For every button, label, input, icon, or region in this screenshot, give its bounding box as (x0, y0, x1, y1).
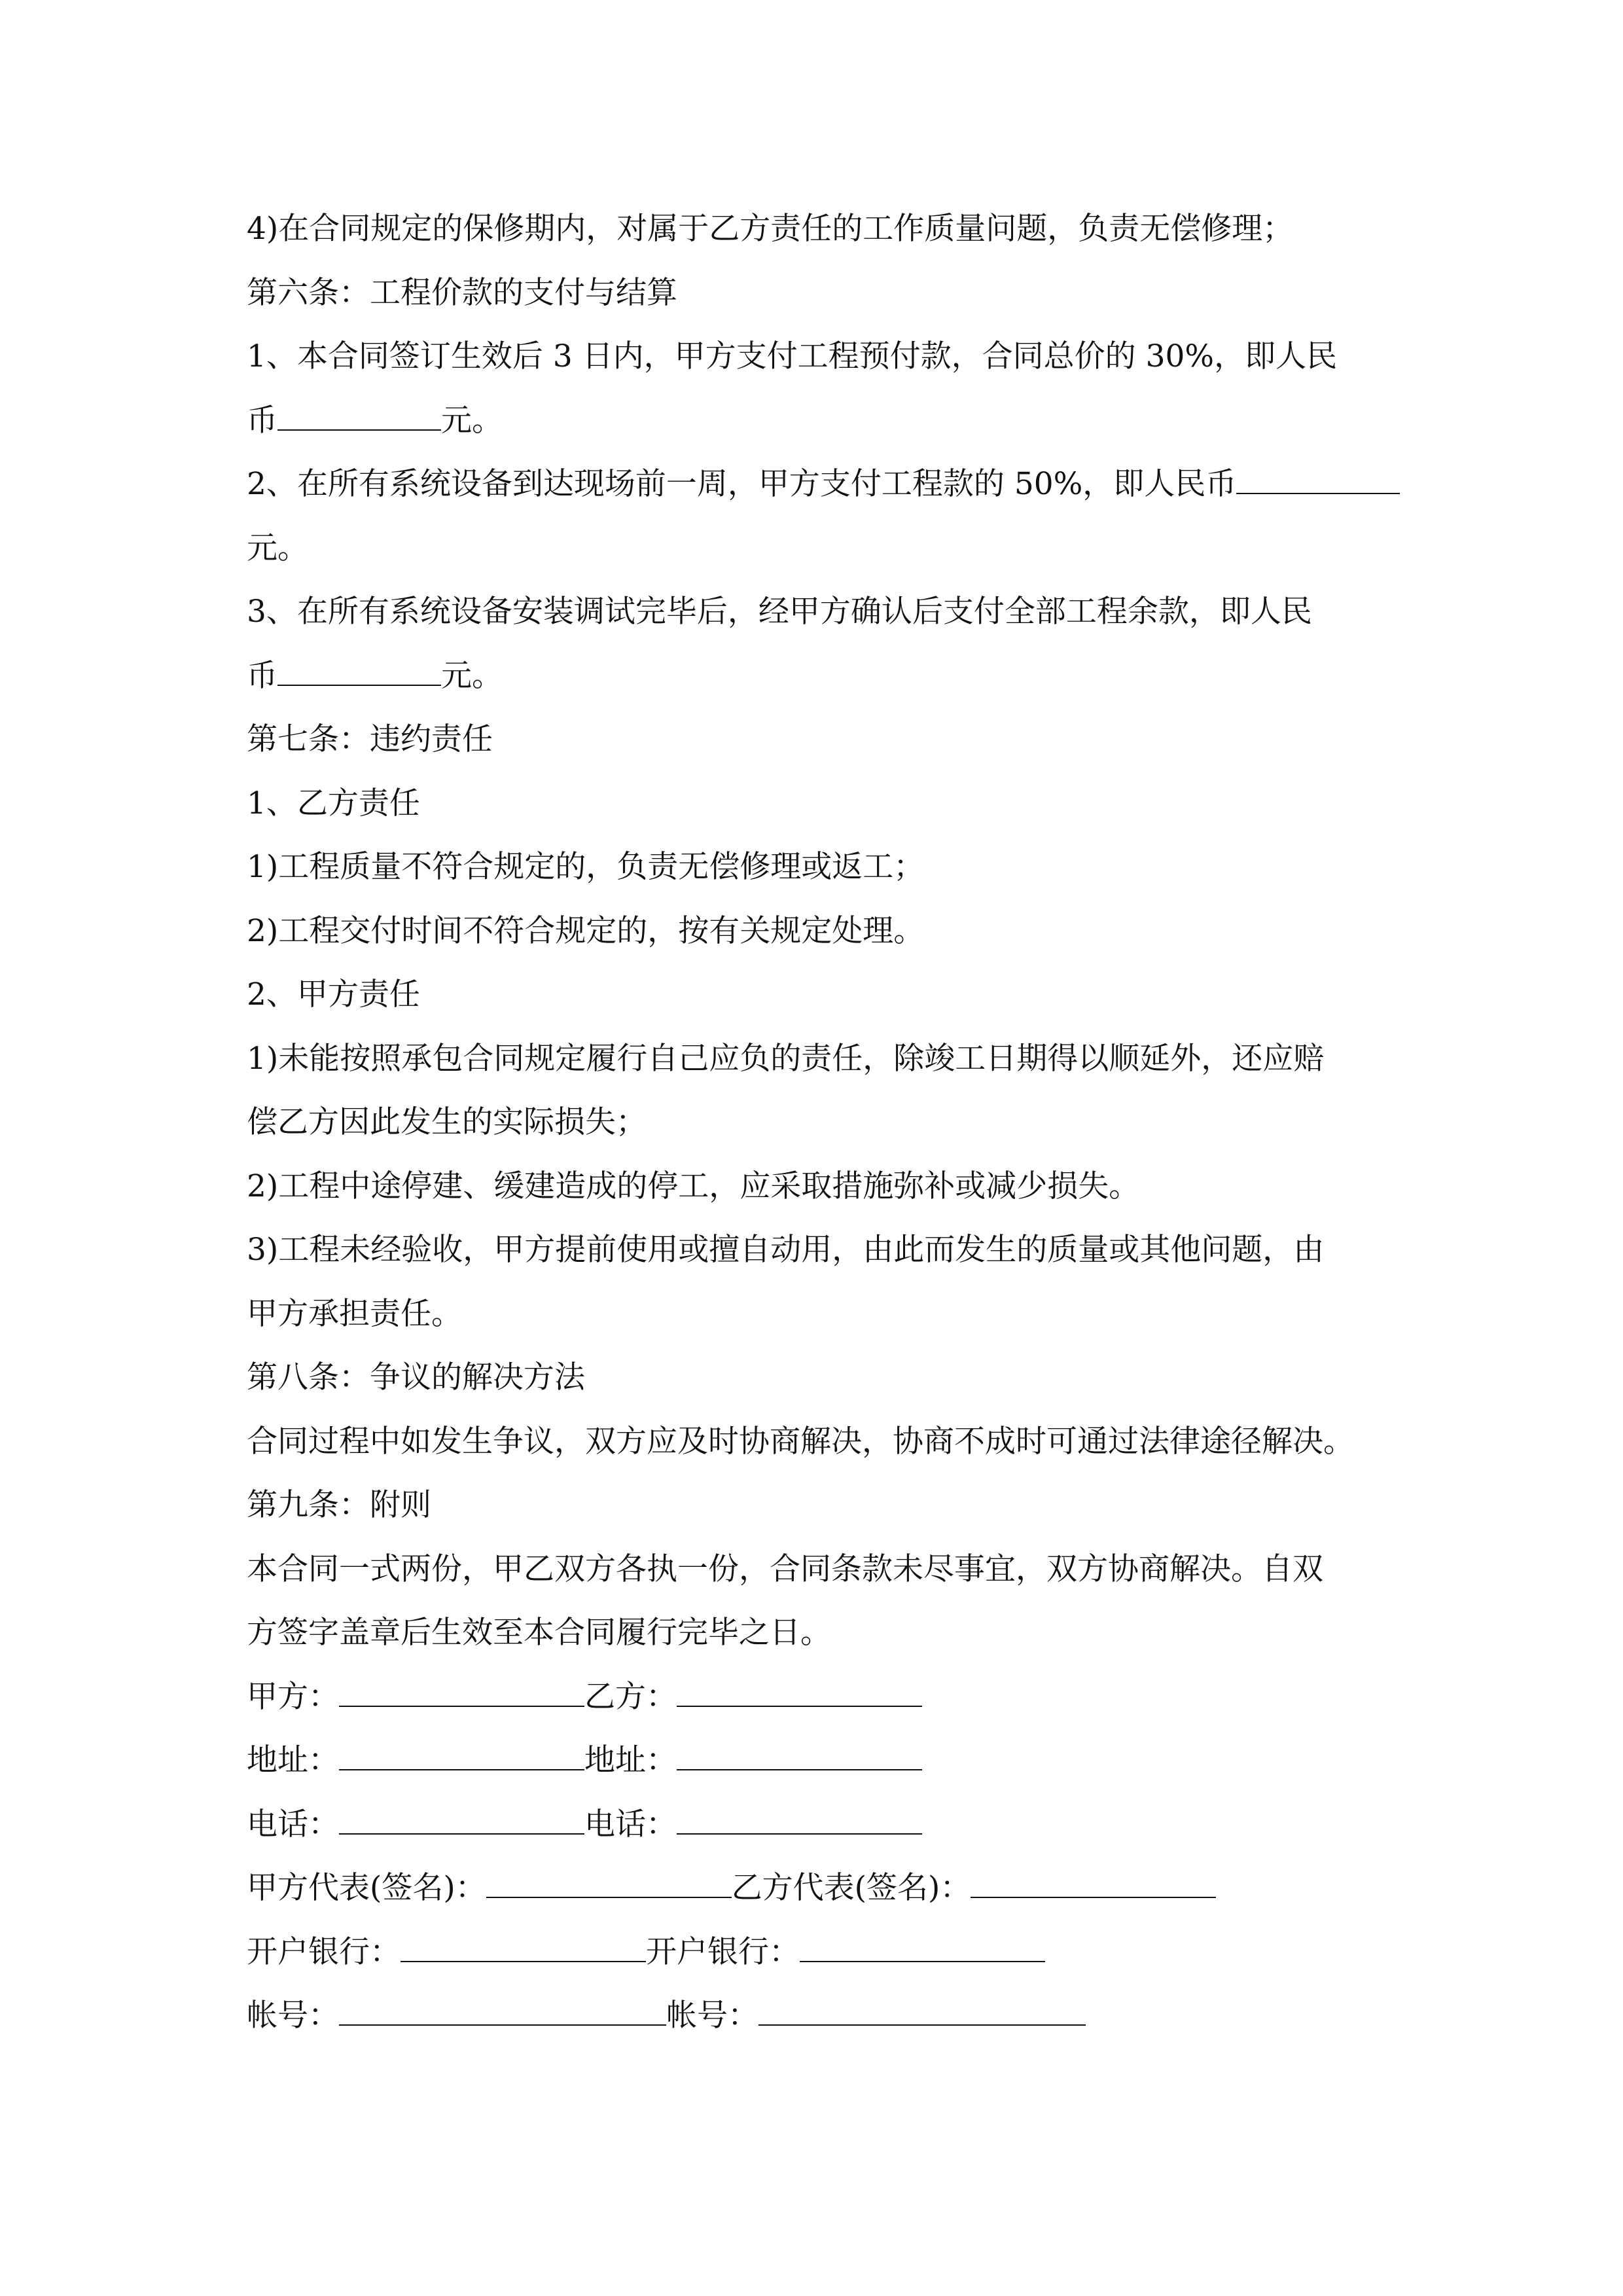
payment-item-1-cont (247, 401, 503, 440)
bank-b-label: 开户银行： (646, 1934, 800, 1970)
currency-unit: 元。 (441, 403, 503, 439)
phone-a-label: 电话： (247, 1806, 339, 1842)
payment-item-3-cont (247, 656, 503, 696)
article-6-heading: 第六条：工程价款的支付与结算 (247, 275, 677, 311)
party-a-blank (339, 1678, 584, 1707)
rep-a-blank (486, 1869, 732, 1898)
address-b-label: 地址： (584, 1742, 677, 1778)
phone-b-blank (677, 1806, 922, 1835)
amount-blank-1 (277, 402, 441, 431)
address-a-blank (339, 1742, 584, 1770)
party-a-liability-3: 3)工程未经验收，甲方提前使用或擅自动用，由此而发生的质量或其他问题，由 (247, 1232, 1325, 1268)
signature-phone-row (247, 1805, 922, 1844)
rep-b-blank (971, 1869, 1216, 1898)
currency-unit: 元。 (441, 658, 503, 694)
article-9-heading: 第九条：附则 (247, 1487, 431, 1523)
address-a-label: 地址： (247, 1742, 339, 1778)
party-a-liability-heading: 2、甲方责任 (247, 977, 420, 1013)
address-b-blank (677, 1742, 922, 1770)
signature-account-row (247, 1996, 1086, 2036)
signature-party-row (247, 1677, 922, 1717)
account-b-blank (758, 1997, 1086, 2026)
amount-blank-3 (277, 657, 441, 686)
party-a-label: 甲方： (247, 1679, 339, 1715)
account-a-label: 帐号： (247, 1998, 339, 2034)
supplementary-clause: 本合同一式两份，甲乙双方各执一份，合同条款未尽事宜，双方协商解决。自双 (247, 1551, 1323, 1587)
signature-address-row (247, 1741, 922, 1780)
article-8-heading: 第八条：争议的解决方法 (247, 1359, 585, 1395)
clause-warranty-repair: 4)在合同规定的保修期内，对属于乙方责任的工作质量问题，负责无偿修理； (247, 211, 1294, 247)
amount-blank-2 (1236, 465, 1400, 494)
payment-item-3: 3、在所有系统设备安装调试完毕后，经甲方确认后支付全部工程余款，即人民 (247, 594, 1312, 630)
party-a-liability-1: 1)未能按照承包合同规定履行自己应负的责任，除竣工日期得以顺延外，还应赔 (247, 1041, 1325, 1077)
payment-item-2-text: 2、在所有系统设备到达现场前一周，甲方支付工程款的 50%，即人民币 (247, 466, 1237, 502)
rep-a-label: 甲方代表(签名)： (247, 1870, 486, 1906)
payment-item-1: 1、本合同签订生效后 3 日内，甲方支付工程预付款，合同总价的 30%，即人民 (247, 338, 1338, 374)
payment-item-2 (247, 465, 1400, 504)
rep-b-label: 乙方代表(签名)： (731, 1870, 971, 1906)
supplementary-clause-cont: 方签字盖章后生效至本合同履行完毕之日。 (247, 1615, 831, 1651)
account-a-blank (339, 1997, 666, 2026)
phone-a-blank (339, 1806, 584, 1835)
party-b-label: 乙方： (584, 1679, 677, 1715)
signature-bank-row (247, 1933, 1045, 1972)
party-b-liability-heading: 1、乙方责任 (247, 785, 420, 821)
party-b-liability-2: 2)工程交付时间不符合规定的，按有关规定处理。 (247, 913, 925, 949)
party-b-blank (677, 1678, 922, 1707)
payment-item-2-cont: 元。 (247, 530, 308, 566)
account-b-label: 帐号： (666, 1998, 758, 2034)
currency-label: 币 (247, 403, 277, 439)
currency-label: 币 (247, 658, 277, 694)
bank-a-blank (401, 1933, 646, 1962)
bank-a-label: 开户银行： (247, 1934, 401, 1970)
article-7-heading: 第七条：违约责任 (247, 721, 493, 757)
bank-b-blank (800, 1933, 1045, 1962)
party-a-liability-3-cont: 甲方承担责任。 (247, 1296, 462, 1332)
signature-representative-row (247, 1869, 1216, 1908)
dispute-resolution: 合同过程中如发生争议，双方应及时协商解决，协商不成时可通过法律途径解决。 (247, 1424, 1354, 1460)
phone-b-label: 电话： (584, 1806, 677, 1842)
party-a-liability-2: 2)工程中途停建、缓建造成的停工，应采取措施弥补或减少损失。 (247, 1168, 1140, 1204)
party-a-liability-1-cont: 偿乙方因此发生的实际损失； (247, 1104, 647, 1140)
party-b-liability-1: 1)工程质量不符合规定的，负责无偿修理或返工； (247, 849, 925, 885)
